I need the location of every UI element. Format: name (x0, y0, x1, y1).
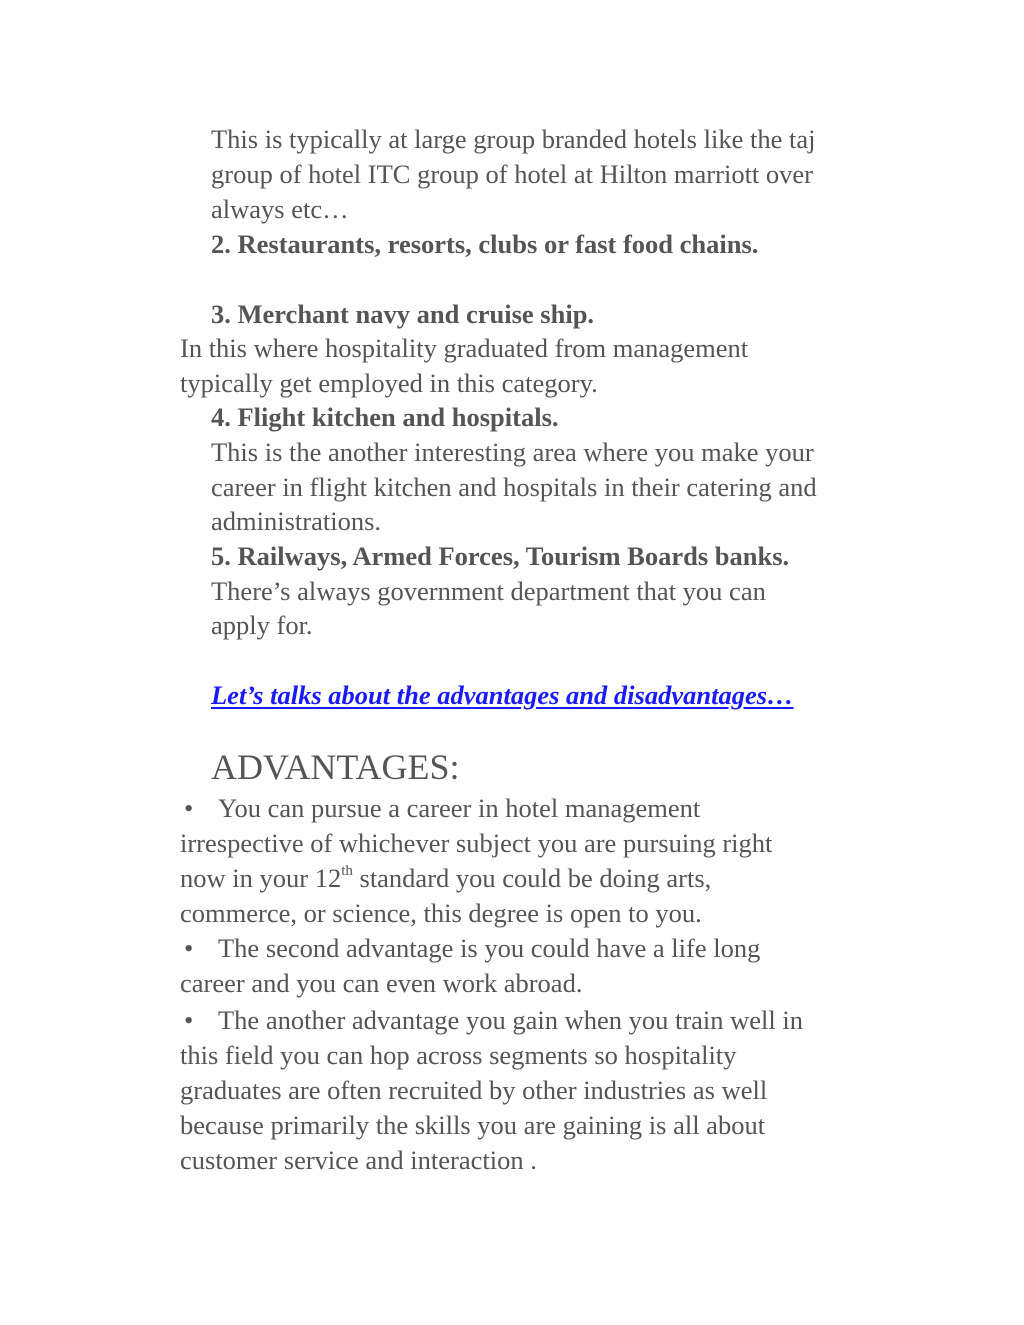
bullet-2-first-line (184, 931, 760, 966)
advantages-disadvantages-link[interactable]: Let’s talks about the advantages and disadvantages… (211, 680, 794, 710)
bullet-3-first-line (184, 1003, 803, 1038)
item-4-text-line-2: career in flight kitchen and hospitals in their catering and (211, 472, 817, 502)
bullet-1-line-3 (180, 861, 711, 896)
intro-line-3: always etc… (211, 194, 349, 224)
ordinal-suffix: th (341, 863, 353, 880)
item-4-heading: 4. Flight kitchen and hospitals. (211, 402, 559, 432)
bullet-3-line-2: this field you can hop across segments so hospitality (180, 1040, 737, 1070)
bullet-3-line-1: The another advantage you gain when you train well in (218, 1005, 804, 1035)
bullet-icon: • (184, 933, 194, 963)
bullet-2-line-1: The second advantage is you could have a life long (218, 933, 761, 963)
bullet-icon: • (184, 1005, 194, 1035)
item-3-text-line-2: typically get employed in this category. (180, 368, 598, 398)
bullet-1-line-3-start: now in your 12 (180, 863, 342, 893)
advantages-heading: ADVANTAGES: (211, 747, 460, 787)
item-3-text-line-1: In this where hospitality graduated from management (180, 333, 749, 363)
bullet-1-line-3-end: standard you could be doing arts, (352, 863, 712, 893)
item-5-text-line-1: There’s always government department that you can (211, 576, 766, 606)
intro-line-2: group of hotel ITC group of hotel at Hilton marriott over (211, 159, 814, 189)
bullet-3-line-3: graduates are often recruited by other industries as well (180, 1075, 768, 1105)
item-5-heading: 5. Railways, Armed Forces, Tourism Boards banks. (211, 541, 790, 571)
item-3-heading: 3. Merchant navy and cruise ship. (211, 299, 595, 329)
bullet-1-first-line (184, 791, 700, 826)
bullet-1-line-4: commerce, or science, this degree is open to you. (180, 898, 702, 928)
bullet-3-line-5: customer service and interaction . (180, 1145, 537, 1175)
intro-line-1: This is typically at large group branded hotels like the taj (211, 124, 816, 154)
bullet-2-line-2: career and you can even work abroad. (180, 968, 583, 998)
bullet-icon: • (184, 793, 194, 823)
item-2-heading: 2. Restaurants, resorts, clubs or fast food chains. (211, 229, 759, 259)
item-4-text-line-3: administrations. (211, 506, 382, 536)
bullet-1-line-1: You can pursue a career in hotel management (218, 793, 701, 823)
item-5-text-line-2: apply for. (211, 610, 313, 640)
item-4-text-line-1: This is the another interesting area where you make your (211, 437, 814, 467)
bullet-3-line-4: because primarily the skills you are gaining is all about (180, 1110, 766, 1140)
bullet-1-line-2: irrespective of whichever subject you are pursuing right (180, 828, 773, 858)
